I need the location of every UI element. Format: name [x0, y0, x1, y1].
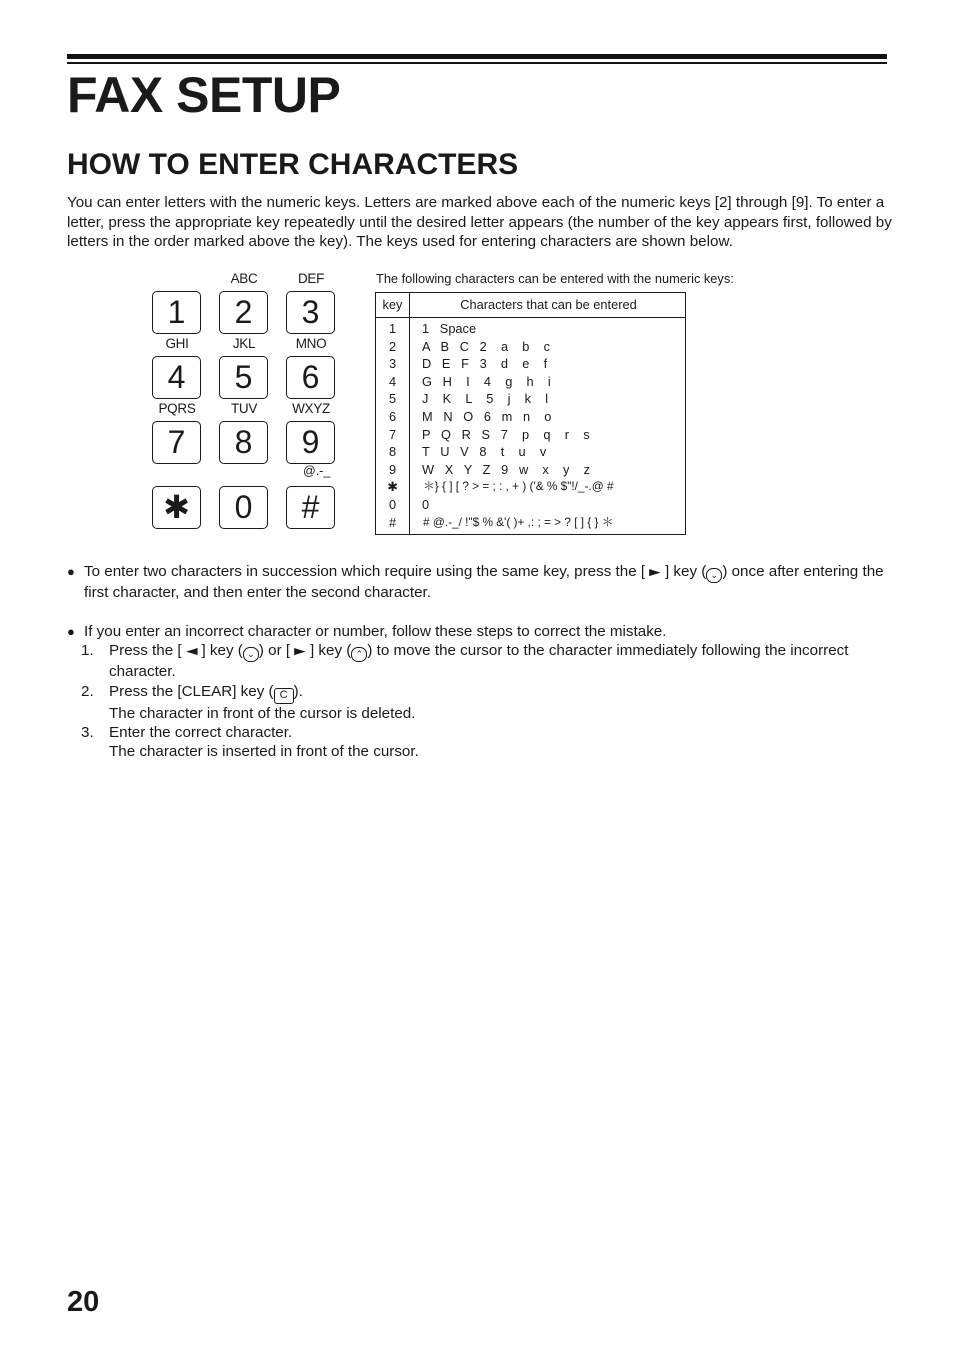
key-letters — [146, 465, 208, 483]
row-key: 8 — [388, 444, 397, 460]
bullet-dot-icon: ● — [67, 564, 75, 579]
step-text: Enter the correct character. — [109, 724, 293, 742]
row-key: 5 — [388, 391, 397, 407]
row-key: # — [388, 514, 397, 530]
key-button: 8 — [219, 421, 268, 464]
table-header-key: key — [382, 297, 403, 312]
key-button: 2 — [219, 291, 268, 334]
key-letters: GHI — [165, 336, 189, 351]
table-row — [376, 514, 685, 532]
key-button: 4 — [152, 356, 201, 399]
up-key-icon: ⌃ — [351, 647, 367, 662]
page-title: FAX SETUP — [67, 67, 341, 123]
hash-key-symbols: @.-_ — [303, 464, 331, 478]
intro-paragraph: You can enter letters with the numeric keys. Letters are marked above each of the numeric keys [2] through [9]. To enter a letter, press the appropriate key repeatedly until the desired letter appears (the number of the key appears first, followed by letters in the order marked above the key). The keys used for entering characters are shown below. — [67, 194, 892, 250]
numeric-keypad — [150, 270, 350, 540]
row-chars: G H I 4 g h i — [422, 373, 551, 389]
key-letters: PQRS — [158, 401, 196, 416]
key-letters: JKL — [232, 336, 256, 351]
step-text: ] key ( — [309, 642, 352, 660]
top-rule-thick — [67, 54, 887, 59]
down-key-icon: ⌄ — [243, 647, 259, 662]
row-chars: # @.-_/ !"$ % &'( )+ ,: ; = > ? [ ] { } ＊ — [423, 514, 614, 529]
row-chars: M N O 6 m n o — [422, 408, 552, 424]
step-note: The character is inserted in front of the cursor. — [109, 743, 419, 761]
note-text: ) once after entering the first character, and then enter the second character. — [84, 563, 884, 601]
step-number: 2. — [81, 682, 94, 700]
key-button: 3 — [286, 291, 335, 334]
table-row — [376, 355, 685, 373]
clear-key-icon: C — [274, 688, 294, 704]
key-button: 9 — [286, 421, 335, 464]
row-key: 9 — [388, 461, 397, 477]
row-key: 0 — [388, 496, 397, 512]
row-chars: P Q R S 7 p q r s — [422, 426, 590, 442]
right-arrow-key-icon: ► — [290, 644, 310, 659]
row-chars: W X Y Z 9 w x y z — [422, 461, 591, 477]
left-arrow-key-icon: ◄ — [182, 644, 202, 659]
key-button: 0 — [219, 486, 268, 529]
step-text: ] key ( — [201, 642, 243, 660]
row-key: 6 — [388, 408, 397, 424]
step-text: ). — [293, 682, 303, 700]
table-row — [376, 373, 685, 391]
step-text: ) to move the cursor to the character immediately following the incorrect character. — [109, 642, 849, 681]
key-button: ✱ — [152, 486, 201, 529]
note-text: If you enter an incorrect character or number, follow these steps to correct the mistake. — [84, 622, 667, 640]
table-header-characters: Characters that can be entered — [460, 297, 637, 312]
table-row — [376, 443, 685, 461]
page-number: 20 — [67, 1286, 100, 1318]
step-text: ) or [ — [258, 642, 291, 660]
table-body — [376, 320, 685, 531]
step-number: 3. — [81, 724, 94, 742]
table-row — [376, 496, 685, 514]
key-button: # — [286, 486, 335, 529]
row-key: 4 — [388, 373, 397, 389]
table-caption: The following characters can be entered with the numeric keys: — [376, 271, 734, 286]
table-row — [376, 408, 685, 426]
key-button: 6 — [286, 356, 335, 399]
row-chars: 1 Space — [422, 321, 477, 336]
key-letters: WXYZ — [292, 401, 330, 416]
row-chars: A B C 2 a b c — [422, 338, 551, 354]
table-row — [376, 478, 685, 496]
notes — [67, 562, 897, 762]
note-bullet-2 — [67, 622, 897, 641]
row-key: 1 — [388, 321, 397, 336]
step-number: 1. — [81, 642, 94, 660]
table-row — [376, 390, 685, 408]
row-key: 3 — [388, 356, 397, 372]
table-row — [376, 426, 685, 444]
key-button: 5 — [219, 356, 268, 399]
row-chars: ＊} { ] [ ? > = ; : , + ) ('& % $"!/_-.@ # — [423, 479, 614, 494]
row-chars: D E F 3 d e f — [422, 356, 548, 372]
row-chars: J K L 5 j k l — [422, 391, 549, 407]
key-letters: MNO — [295, 336, 327, 351]
step-text: Press the [ — [109, 642, 182, 660]
step-3 — [81, 723, 897, 762]
section-title: HOW TO ENTER CHARACTERS — [67, 148, 519, 181]
row-chars: 0 — [422, 496, 430, 512]
table-row — [376, 320, 685, 338]
step-note: The character in front of the cursor is deleted. — [109, 704, 416, 722]
right-arrow-key-icon: ► — [645, 565, 665, 579]
bullet-dot-icon: ● — [67, 623, 75, 639]
key-letters: TUV — [230, 401, 258, 416]
key-button: 7 — [152, 421, 201, 464]
down-key-icon: ⌄ — [706, 568, 722, 583]
step-1 — [81, 641, 897, 681]
note-text: ] key ( — [664, 563, 707, 580]
table-divider-horizontal — [376, 317, 685, 318]
correction-steps — [67, 641, 897, 762]
key-letters: ABC — [230, 271, 258, 286]
row-key: 7 — [388, 426, 397, 442]
note-bullet-1 — [67, 562, 897, 602]
top-rule-thin — [67, 62, 887, 64]
character-table — [375, 292, 686, 535]
note-text: To enter two characters in succession which require using the same key, press the [ — [84, 563, 646, 580]
row-chars: T U V 8 t u v — [422, 444, 547, 460]
step-2 — [81, 682, 897, 723]
table-row — [376, 461, 685, 479]
row-key: 2 — [388, 338, 397, 354]
key-button: 1 — [152, 291, 201, 334]
table-row — [376, 338, 685, 356]
row-key: ✱ — [387, 479, 398, 495]
key-letters: DEF — [297, 271, 325, 286]
key-letters — [213, 465, 275, 483]
step-text: Press the [CLEAR] key ( — [109, 682, 274, 700]
key-letters — [146, 270, 208, 288]
